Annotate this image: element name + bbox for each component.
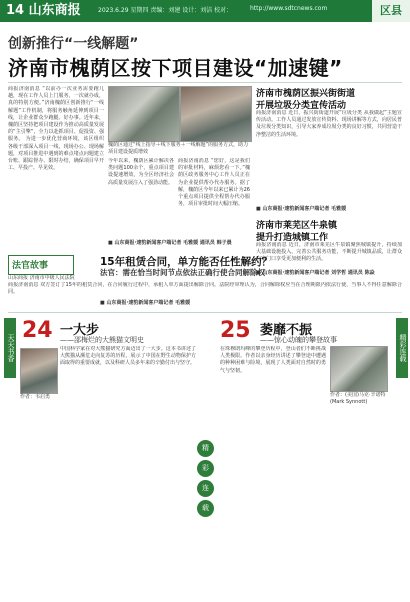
law-logo-text: 法官故事 — [12, 261, 49, 271]
lead-photo-2 — [180, 86, 252, 142]
bl-title: 一大步 — [60, 323, 100, 338]
law-subtitle: 法官：需在恰当时间节点依法正确行使合同解除权 — [100, 268, 265, 277]
side2-reporter: ■ 山东商报·速豹新闻客户端记者 刘学哲 通讯员 陈焱 — [256, 270, 375, 276]
side2-subtitle: 提升打造城镇工作 — [256, 233, 329, 243]
br-book-cover — [330, 346, 388, 392]
serial-mark-4: 载 — [197, 500, 214, 517]
chapter-number-24: 24 — [22, 318, 53, 343]
serial-mark-3: 连 — [197, 480, 214, 497]
paper-name: 山东商报 — [28, 3, 81, 18]
chapter-number-25: 25 — [220, 318, 251, 343]
law-body: 商报济南消息 双方签订了15年的租赁合同，在合同履行过程中，承租人单方面提出解除合同。法院经审理认为，合同解除权应当在合理期限内依法行使，当事人不得任意解除合同。 — [8, 282, 402, 296]
side1-body: 商报济南消息 近日，振兴街街道开展“垃圾分类 从我做起”主题宣传活动。工作人员通过发放宣传资料、现场讲解等方式，向居民普及垃圾分类知识，引导大家养成垃圾分类的良好习惯，共同营造干净整洁的生活环境。 — [256, 110, 402, 138]
lead-subtitle: 创新推行“一线解题” — [8, 36, 139, 52]
br-subtitle: ——惊心动魄的攀登故事 — [260, 336, 337, 344]
bl-author-photo — [20, 348, 58, 394]
br-title: 萎靡不振 — [260, 323, 313, 338]
date-line: 2023.6.29 星期四 责编：刘建 设计：刘洁 校对： — [98, 7, 233, 14]
tag-lianzai: 精彩连载 — [396, 318, 408, 378]
tag-tiantian: 天天书香 — [4, 318, 16, 378]
side2-body: 商报济南消息 近日，济南市莱芜区牛泉镇聚焦城镇提升，持续加大基础设施投入，完善公共服务功能，不断提升城镇品质，让群众在家门口享受更加便利的生活。 — [256, 242, 402, 263]
bl-author: 作者：韦启勇 — [20, 394, 51, 400]
page-number: 14 — [6, 3, 25, 18]
bl-body: 中国科学家在对大熊猫研究方面迈出了一大步。这本书讲述了大熊猫从濒危走向复苏的历程，展示了中国在野生动物保护方面取得的重要成就，以及科研人员多年来的辛勤付出与坚守。 — [60, 346, 196, 367]
serial-mark-1: 精 — [197, 440, 214, 457]
law-title: 15年租赁合同，单方能否任性解约？ — [100, 256, 273, 268]
section-label: 区县 — [372, 0, 410, 22]
br-author: 作者：(美国)马克·辛诺特(Mark Synnott) — [330, 392, 386, 405]
divider — [8, 82, 402, 83]
side2-title: 济南市莱芜区牛泉镇 — [256, 221, 338, 231]
photo-caption: 槐荫区通过“线上指导＋线下服务＋一线解题”的服务方式，助力项目建设提质增效 — [108, 142, 249, 155]
lead-reporter: ■ 山东商报·速豹新闻客户端记者 毛雅媛 通讯员 韩子晨 — [108, 240, 232, 246]
side1-reporter: ■ 山东商报·速豹新闻客户端记者 毛雅媛 — [256, 206, 347, 212]
lead-photo-1 — [108, 86, 180, 142]
lead-title: 济南市槐荫区按下项目建设“加速键” — [8, 56, 343, 80]
site-url[interactable]: http://www.sdtcnews.com — [250, 5, 328, 12]
law-logo-sub: 山东商报 济南市中级人民法院 — [8, 275, 75, 281]
law-logo — [8, 255, 74, 275]
lead-body-col1: 商报济南消息 “以前办一次业务需要跑几趟，现在工作人员上门服务，一次就办成，真的特别方便。”济南槐荫区创新推行“一线解题”工作机制，将服务触角延伸到项目一线，让企业群众少跑腿、好办事。近年来，槐荫区坚持把项目建设作为推动高质量发展的“主引擎”，全力以赴抓项目、促投资、强服务。 为进一步优化营商环境，该区组织各级干部深入项目一线，现场办公、现场解题，对项目推进中遇到的难点堵点问题建立台账、跟踪督办、限时办结，确保项目早开工、早投产、早见效。 — [8, 86, 104, 172]
page-badge — [0, 0, 87, 22]
side1-title: 济南市槐荫区振兴街街道 — [256, 89, 356, 99]
divider — [8, 312, 402, 313]
br-body: 在珠穆朗玛峰的攀登历程中，登山者们不断挑战人类极限。作者以亲身经历讲述了攀登途中遭遇的种种困难与险境，展现了人类面对自然时的勇气与坚韧。 — [220, 346, 326, 374]
serial-mark-2: 彩 — [197, 460, 214, 477]
side1-subtitle: 开展垃圾分类宣传活动 — [256, 101, 347, 111]
law-reporter: ■ 山东商报·速豹新闻客户端记者 毛雅媛 — [100, 300, 191, 306]
lead-body-col3: 商报济南消息 “您好，这是我们的审批材料，麻烦您看一下。”槐荫区政务服务中心工作人员正在为企业提供帮办代办服务。据了解，槐荫区今年以来已累计为26个重点项目提供全程帮办代办服务，项目审批时间大幅压缩。 — [178, 158, 250, 208]
bl-subtitle: ——邵梅烂的大熊猫文明史 — [60, 336, 144, 344]
lead-body-col2: 今年以来，槐荫区累计解决各类问题100余个，重点项目建设提速增效，为全区经济社会高质量发展注入了强劲动能。 — [108, 158, 174, 186]
